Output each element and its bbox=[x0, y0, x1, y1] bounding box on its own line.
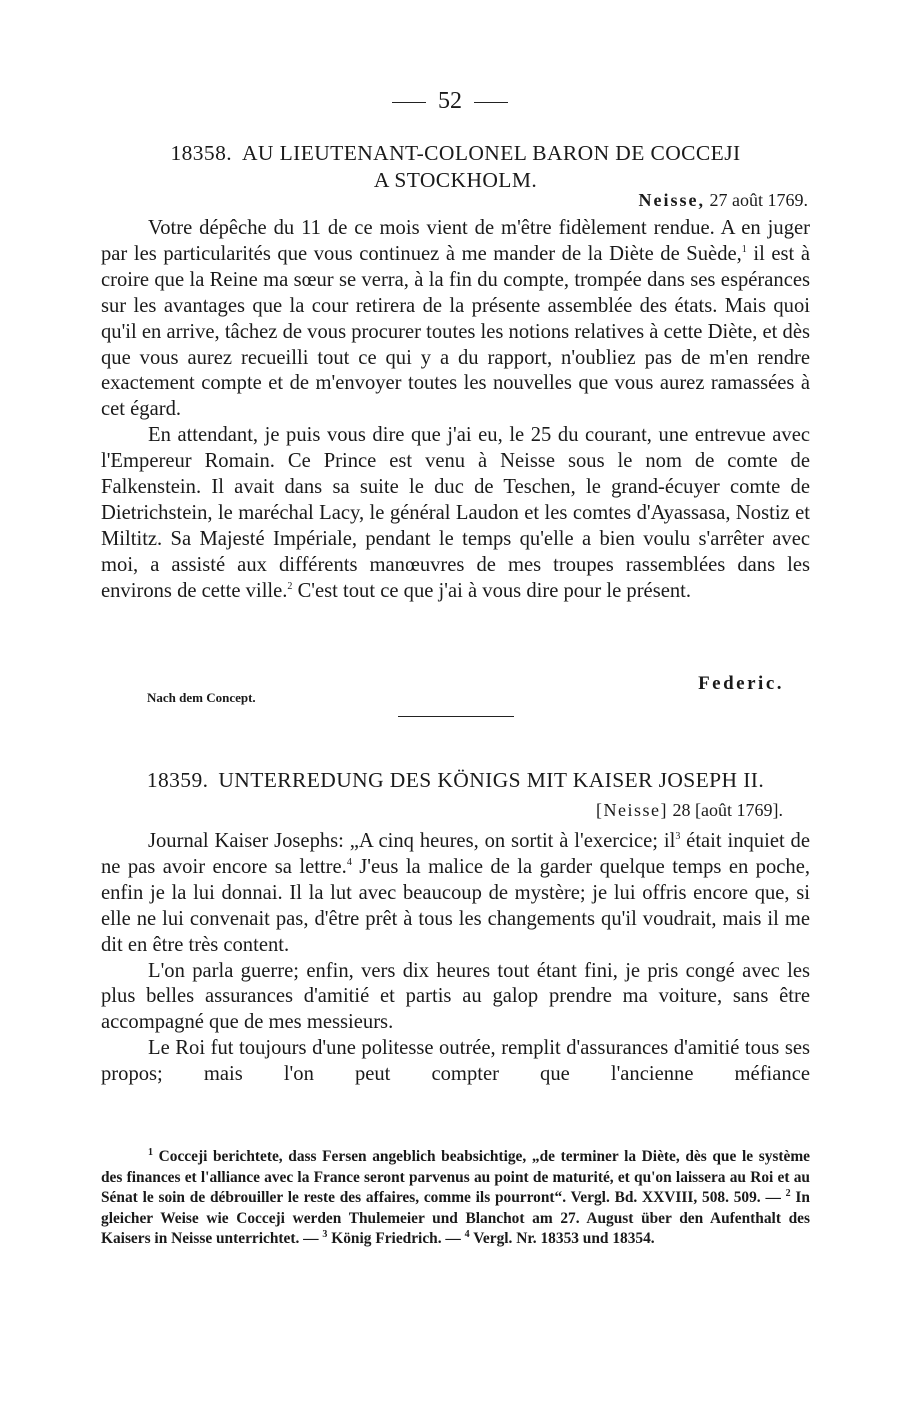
entry-title-line2: A STOCKHOLM. bbox=[373, 168, 538, 192]
footnote-mark: 3 bbox=[322, 1229, 328, 1241]
entry-18359-dateline bbox=[101, 798, 783, 822]
entry-title-line1: AU LIEUTENANT-COLONEL BARON DE COCCEJI bbox=[242, 141, 741, 165]
entry-number: 18358. bbox=[170, 141, 232, 165]
entry-number: 18359. bbox=[146, 768, 209, 792]
entry-18358-dateline bbox=[101, 188, 808, 212]
footnote-ref: 2 bbox=[287, 580, 293, 592]
footnote-text: In gleicher Weise wie Cocceji werden Thulemeier und Blanchot am 27. August über den Aufenthalt des Kaisers in Neisse unterrichtet. — bbox=[101, 1189, 810, 1248]
footnote-mark: 1 bbox=[148, 1146, 153, 1158]
footnote-block bbox=[101, 1147, 810, 1250]
letter-date: 28 [août 1769]. bbox=[672, 800, 783, 820]
footnote-mark: 4 bbox=[464, 1229, 470, 1241]
place-name: Neisse, bbox=[638, 190, 705, 210]
footnote-text: König Friedrich. — bbox=[327, 1230, 465, 1248]
paragraph: Le Roi fut toujours d'une politesse outrée, remplit d'assurances d'amitié tous ses propos; mais l'on peut compter que l'ancienne méfiance bbox=[101, 1037, 810, 1086]
paragraph: Journal Kaiser Josephs: „A cinq heures, on sortit à l'exercice; $il^3$ était inquiet de ne pas avoir encore sa lettre.$^4$ J'eus la malice de la garder quelque temps en poche, enfin je la lui donnai. Il la lut avec beaucoup de mystère; je lui offris encore que, si elle ne lui convenait pas, d'être prêt à tous les changements qu'il voudrait, mais il me dit en être très content. bbox=[101, 830, 810, 956]
footnotes bbox=[101, 1147, 810, 1250]
entry-18358-body bbox=[101, 216, 810, 605]
signature: Federic. bbox=[698, 673, 784, 694]
footnote-text: Vergl. Nr. 18353 und 18354. bbox=[469, 1230, 655, 1248]
header-dash-left bbox=[392, 102, 426, 103]
page-number: 52 bbox=[438, 88, 462, 114]
page-header bbox=[0, 88, 900, 115]
footnote-ref: 3 bbox=[675, 831, 681, 843]
header-dash-right bbox=[474, 102, 508, 103]
entry-title: UNTERREDUNG DES KÖNIGS MIT KAISER JOSEPH II. bbox=[218, 768, 765, 792]
paragraph: En attendant, je puis vous dire que j'ai eu, le 25 du courant, une entrevue avec l'Empereur Romain. Ce Prince est venu à Neisse sous le nom de comte de Falkenstein. Il avait dans sa suite le duc de Teschen, le grand-écuyer comte de Dietrichstein, le maréchal Lacy, le général Laudon et les comtes d'Ayassasa, Nostiz et Miltitz. Sa Majesté Impériale, pendant le temps qu'elle a bien voulu s'arrêter avec moi, a assisté aux différents manœuvres de mes troupes rassemblées dans les environs de cette ville.$^2$ C'est tout ce que j'ai à vous dire pour le présent. bbox=[101, 424, 810, 602]
footnote-mark: 2 bbox=[785, 1188, 791, 1200]
paragraph: L'on parla guerre; enfin, vers dix heures tout étant fini, je pris congé avec les plus belles assurances d'amitié et partis au galop prendre ma voiture, sans être accompagné que de mes messieurs. bbox=[101, 959, 810, 1034]
section-divider bbox=[398, 716, 514, 717]
letter-date: 27 août 1769. bbox=[709, 190, 808, 210]
entry-18359-body bbox=[101, 829, 810, 1088]
paragraph: Votre dépêche du 11 de ce mois vient de m'être fidèlement rendue. A en juger par les particularités que vous continuez à me mander de la Diète de Suède,$^1$ il est à croire que la Reine ma sœur se verra, à la fin du compte, trompée dans ses espérances sur les avantages que la cour retirera de la présente assemblée des états. Mais quoi qu'il en arrive, tâchez de vous procurer toutes les notions relatives à cette Diète, et dès que vous aurez recueilli tout ce qui y a du rapport, n'oubliez pas de m'en rendre exactement compte et de m'envoyer toutes les nouvelles que vous aurez ramassées à cet égard. bbox=[101, 217, 811, 421]
place-name: [Neisse] bbox=[596, 800, 669, 820]
footnote-text: Cocceji berichtete, dass Fersen angeblich beabsichtige, „de terminer la Diète, dès que le système des finances et l'alliance avec la France seront parvenus au point de maturité, et qu'on laissera au Roi et au Sénat le soin de débrouiller le reste des affaires, comme ils pourront“. Vergl. Bd. XXVIII, 508. 509. — bbox=[101, 1148, 810, 1207]
footnote-ref: 4 bbox=[346, 857, 352, 869]
entry-18358-heading bbox=[101, 140, 810, 194]
source-note: Nach dem Concept. bbox=[147, 690, 256, 705]
entry-18359-heading bbox=[101, 767, 810, 794]
footnote-ref: 1 bbox=[741, 244, 747, 256]
